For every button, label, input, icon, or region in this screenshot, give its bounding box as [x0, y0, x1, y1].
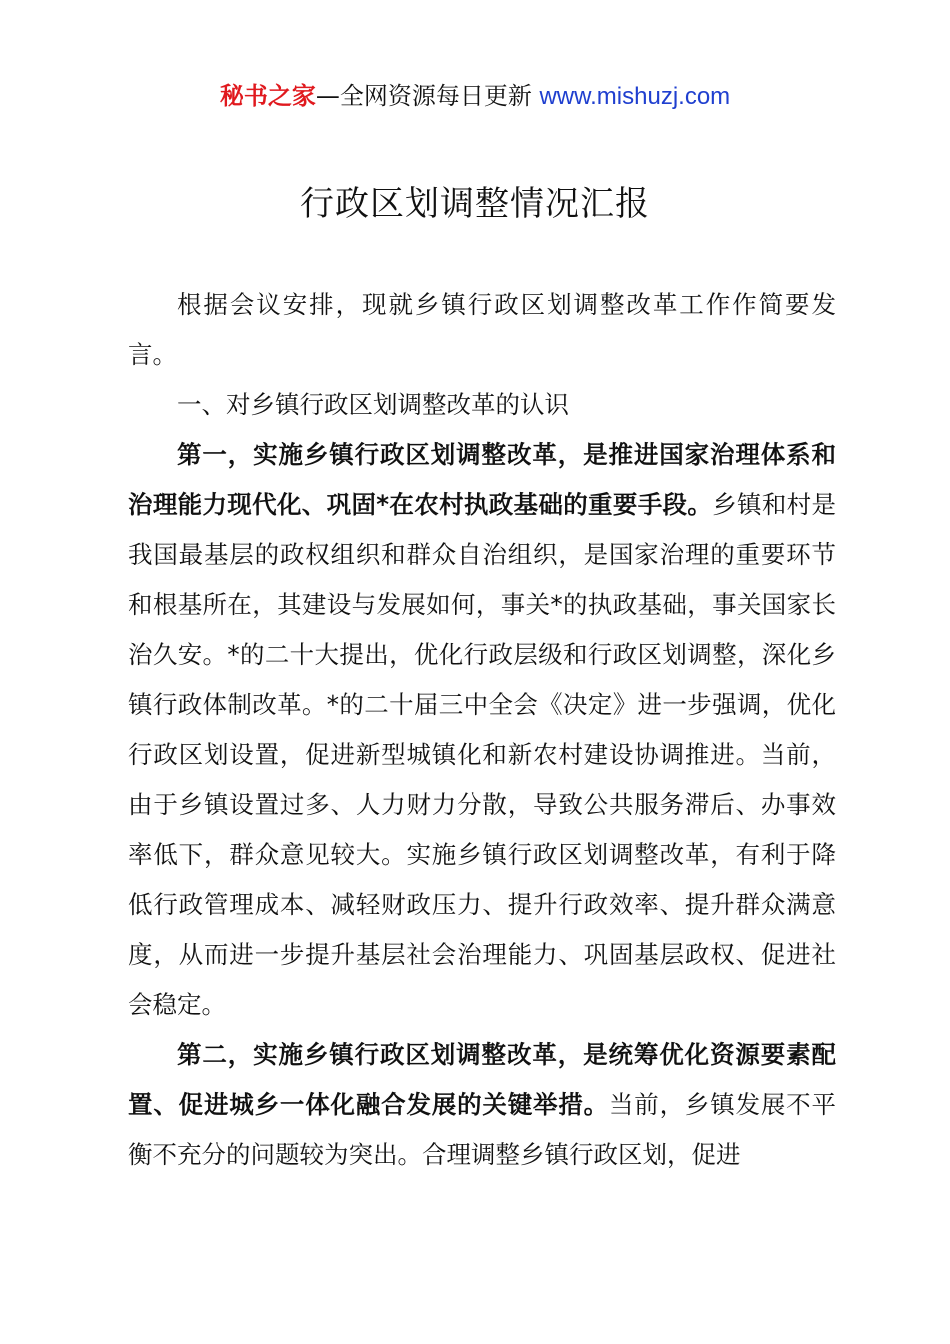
paragraph-second-lead: 第二，实施乡镇行政区划调整改革，是统筹优化资源要素配置、促进城乡一体化融合发展的关键举措。: [128, 1040, 836, 1119]
brand-name: 秘书之家: [219, 82, 316, 110]
document-body: [128, 280, 836, 1180]
section-heading: 一、对乡镇行政区划调整改革的认识: [177, 390, 569, 419]
header-separator: —: [315, 82, 340, 110]
paragraph-second-text: 当前，乡镇发展不平衡不充分的问题较为突出。合理调整乡镇行政区划，促进: [128, 1090, 837, 1169]
paragraph-second: [128, 1030, 836, 1180]
paragraph-first: [128, 430, 836, 1030]
paragraph-first-text: 乡镇和村是我国最基层的政权组织和群众自治组织，是国家治理的重要环节和根基所在，其建设与发展如何，事关*的执政基础，事关国家长治久安。*的二十大提出，优化行政层级和行政区划调整，深化乡镇行政体制改革。*的二十届三中全会《决定》进一步强调，优化行政区划设置，促进新型城镇化和新农村建设协调推进。当前，由于乡镇设置过多、人力财力分散，导致公共服务滞后、办事效率低下，群众意见较大。实施乡镇行政区划调整改革，有利于降低行政管理成本、减轻财政压力、提升行政效率、提升群众满意度，从而进一步提升基层社会治理能力、巩固基层政权、促进社会稳定。: [128, 490, 836, 1019]
site-url-link[interactable]: www.mishuzj.com: [539, 83, 731, 110]
intro-paragraph: 根据会议安排，现就乡镇行政区划调整改革工作作简要发言。: [128, 290, 836, 369]
header-tagline: 全网资源每日更新: [339, 82, 532, 110]
site-header: [0, 78, 950, 115]
document-title: 行政区划调整情况汇报: [300, 184, 650, 224]
paragraph-first-lead: 第一，实施乡镇行政区划调整改革，是推进国家治理体系和治理能力现代化、巩固*在农村执政基础的重要手段。: [128, 440, 836, 519]
